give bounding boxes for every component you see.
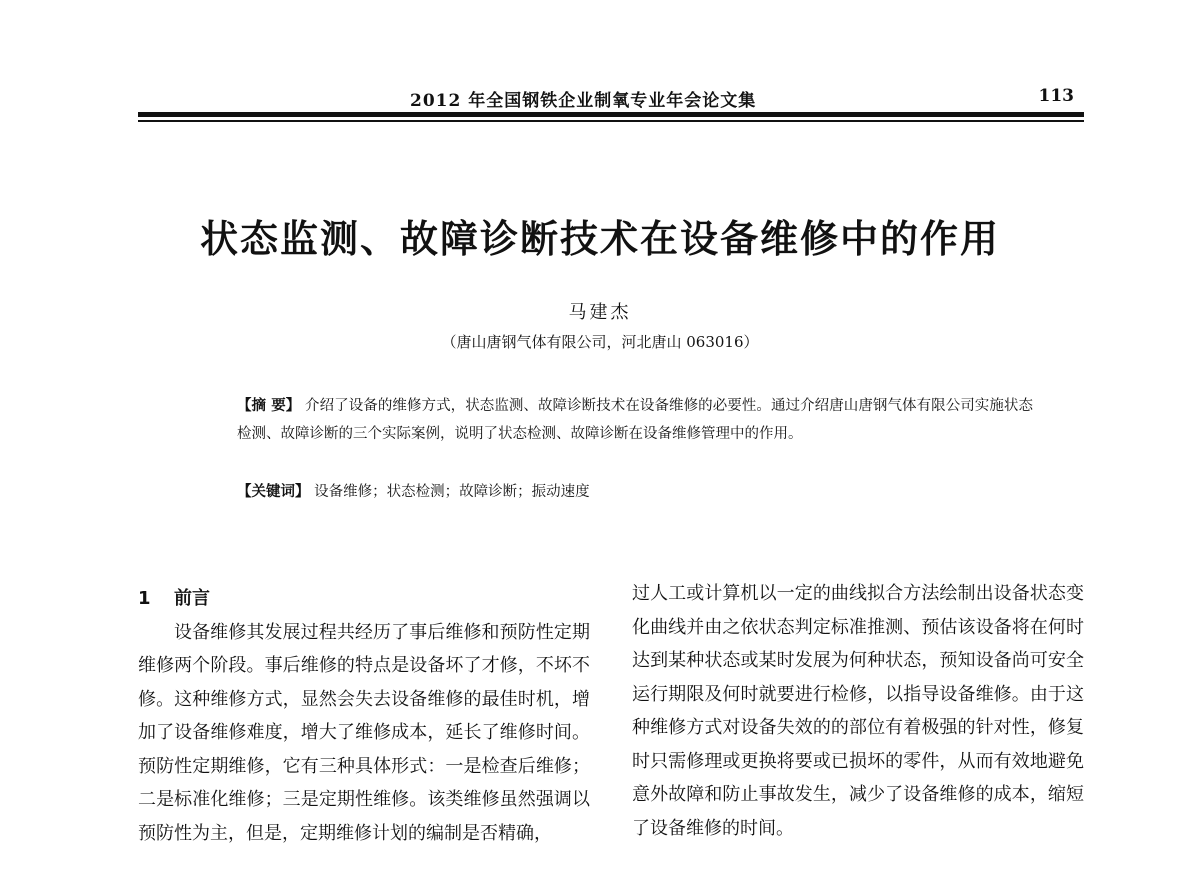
page-number: 113	[1038, 86, 1074, 106]
left-paragraph: 设备维修其发展过程共经历了事后维修和预防性定期维修两个阶段。事后维修的特点是设备坏了才修，不坏不修。这种维修方式，显然会失去设备维修的最佳时机，增加了设备维修难度，增大了维修成本，延长了维修时间。预防性定期维修，它有三种具体形式：一是检查后维修；二是标准化维修；三是定期性维修。该类维修虽然强调以预防性为主，但是，定期维修计划的编制是否精确，	[138, 621, 590, 844]
right-paragraph: 过人工或计算机以一定的曲线拟合方法绘制出设备状态变化曲线并由之依状态判定标准推测、预估该设备将在何时达到某种状态或某时发展为何种状态，预知设备尚可安全运行期限及何时就要进行检修，以指导设备维修。由于这种维修方式对设备失效的的部位有着极强的针对性，修复时只需修理或更换将要或已损坏的零件，从而有效地避免意外故障和防止事故发生，减少了设备维修的成本，缩短了设备维修的时间。	[632, 583, 1084, 839]
abstract-paragraph	[203, 392, 1033, 448]
keywords-label: 【关键词】	[237, 483, 310, 500]
author-affiliation: （唐山唐钢气体有限公司，河北唐山 063016）	[441, 333, 759, 351]
section-heading	[138, 582, 590, 616]
section-number: 1	[138, 588, 151, 609]
keywords-text: 设备维修；状态检测；故障诊断；振动速度	[314, 484, 590, 500]
section-title: 前言	[174, 588, 210, 609]
abstract-label: 【摘 要】	[237, 397, 301, 414]
header-rule-thick	[138, 112, 1084, 117]
abstract-block	[203, 392, 1033, 448]
keywords-block	[237, 480, 590, 501]
paper-title: 状态监测、故障诊断技术在设备维修中的作用	[199, 216, 1000, 261]
header-rule-thin	[138, 120, 1084, 122]
abstract-text: 介绍了设备的维修方式，状态监测、故障诊断技术在设备维修的必要性。通过介绍唐山唐钢气体有限公司实施状态检测、故障诊断的三个实际案例，说明了状态检测、故障诊断在设备维修管理中的作用。	[237, 398, 1033, 442]
left-column	[138, 582, 590, 850]
right-column	[632, 577, 1084, 845]
author-name: 马建杰	[568, 302, 632, 323]
journal-title: 2012 年全国钢铁企业制氧专业年会论文集	[410, 91, 757, 111]
